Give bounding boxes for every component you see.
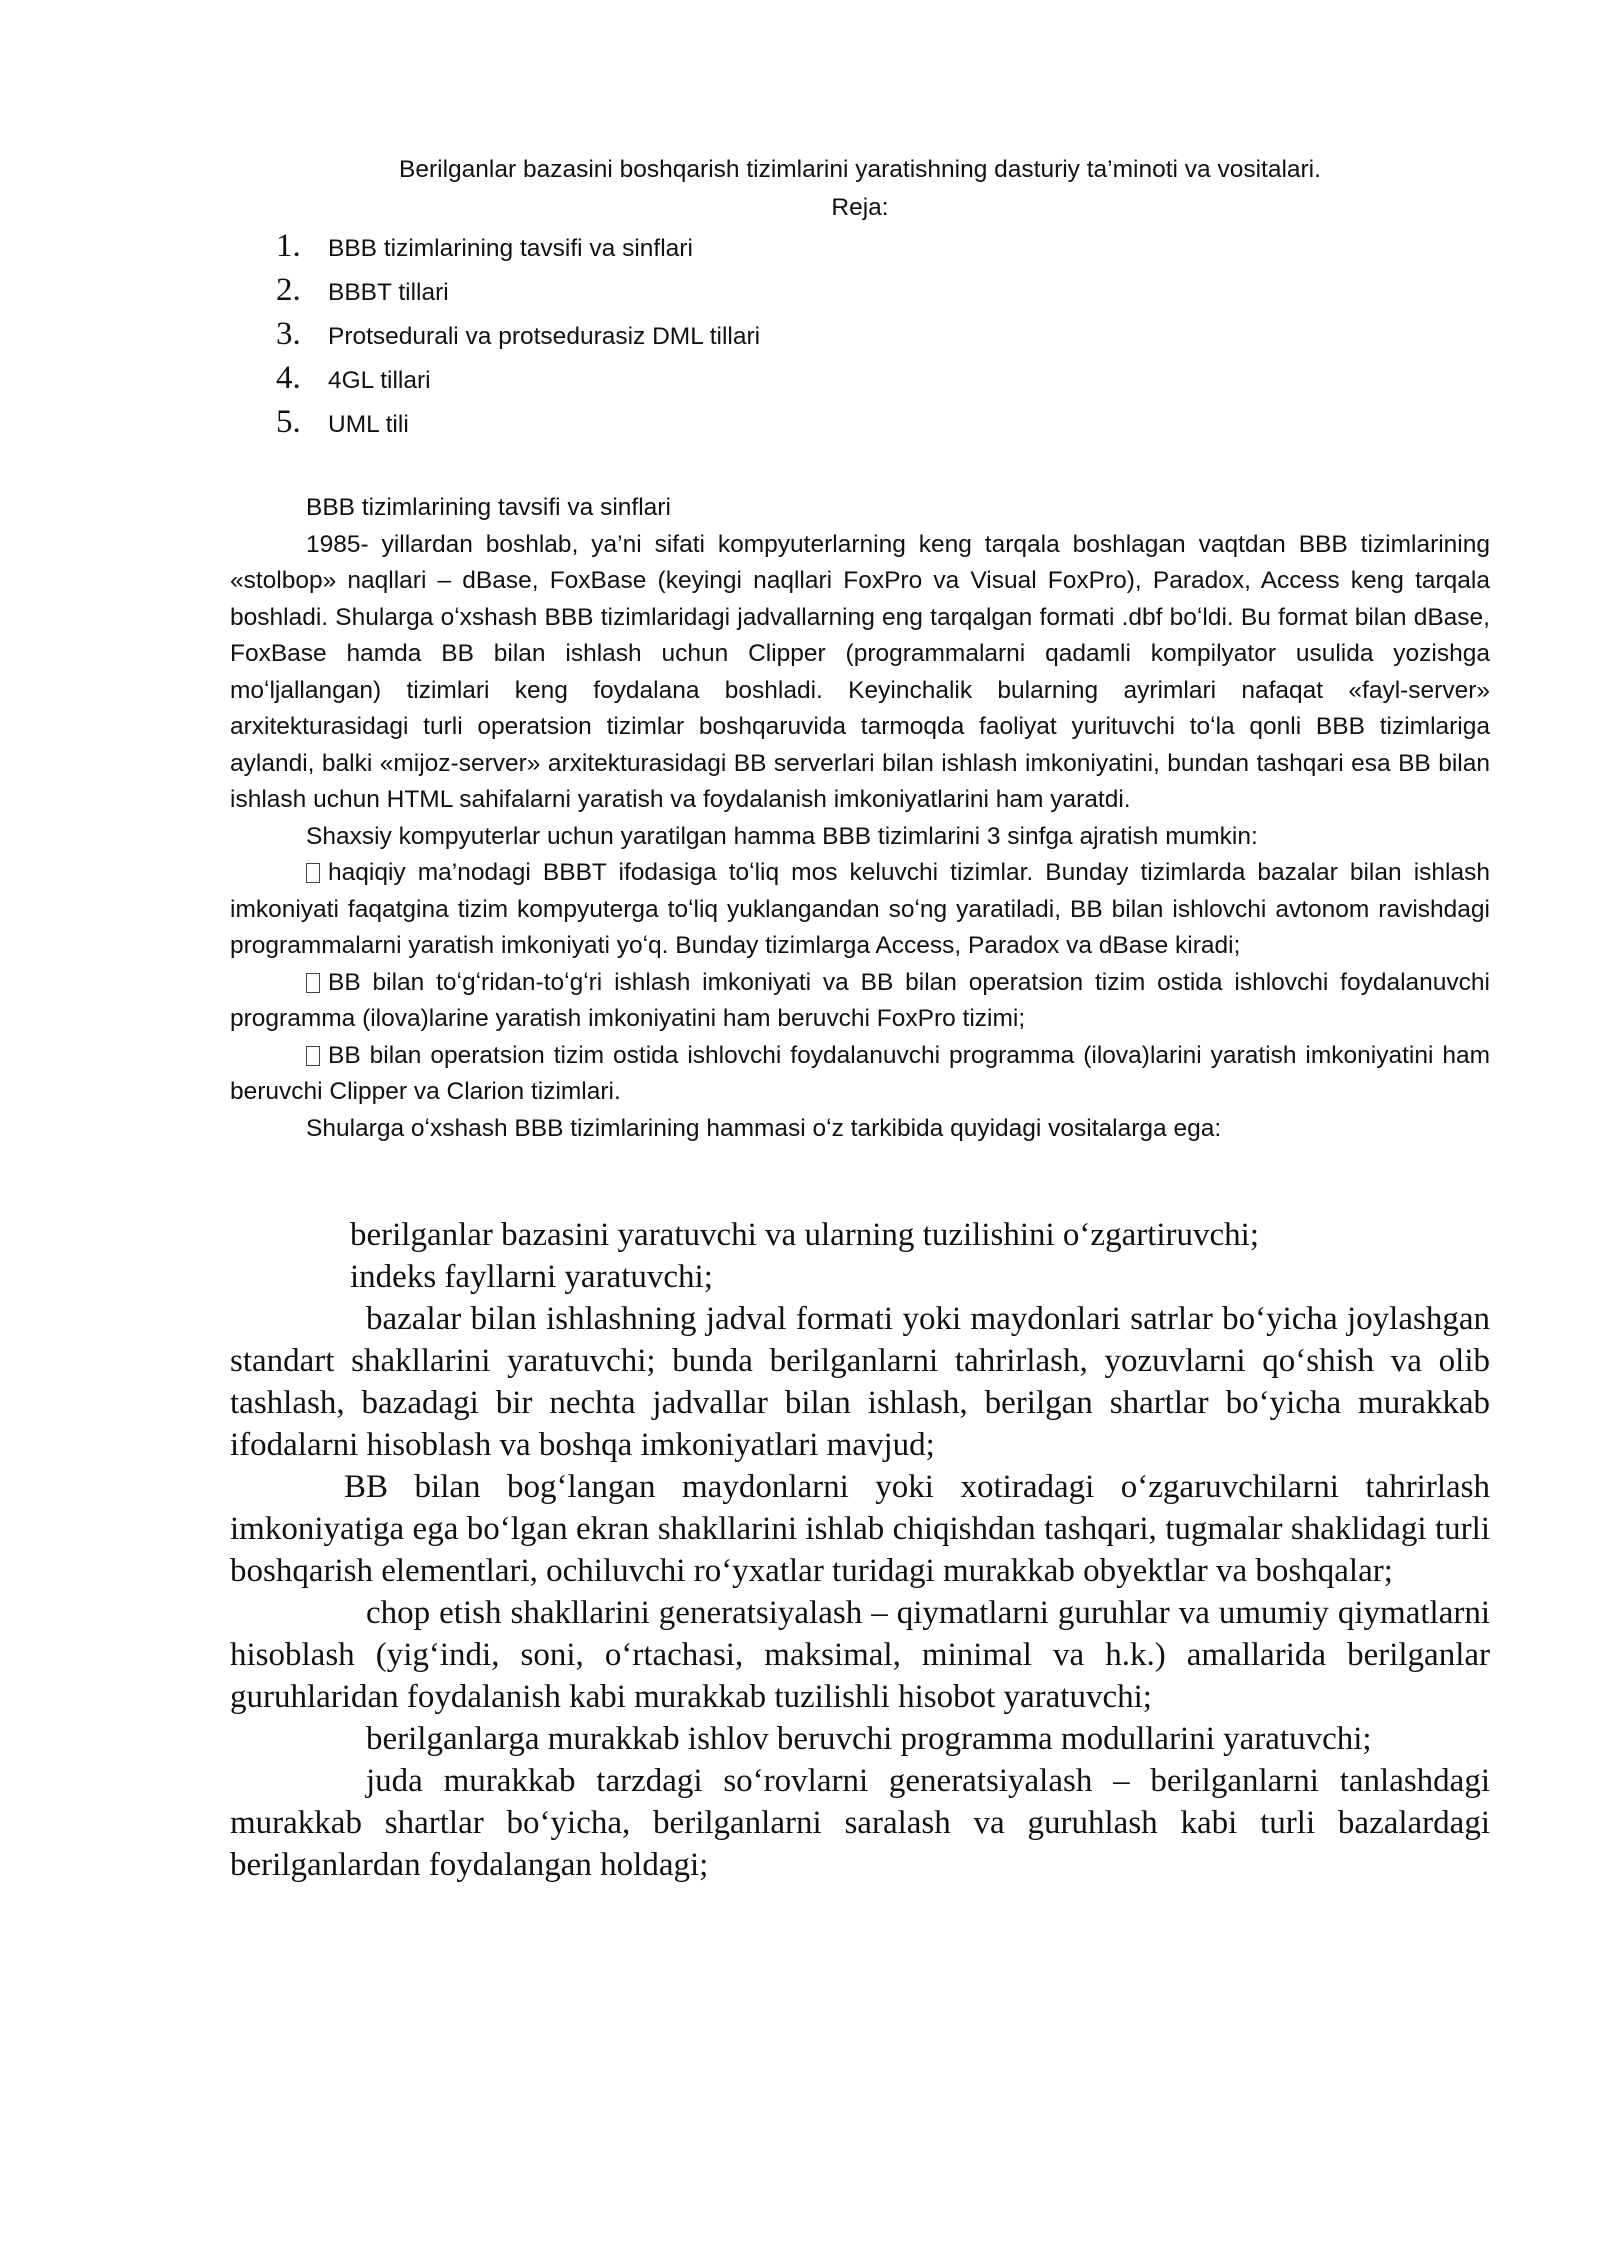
- tool-item: BB bilan bogʻlangan maydonlarni yoki xotiradagi oʻzgaruvchilarni tahrirlash imkoniyatiga ega boʻlgan ekran shakllarini ishlab chiqishdan tashqari, tugmalar shaklidagi turli boshqarish elementlari, ochiluvchi roʻyxatlar turidagi murakkab obyektlar va boshqalar;: [230, 1469, 1490, 1589]
- tools-list: [230, 1214, 1490, 1886]
- list-number: 3.: [276, 316, 301, 352]
- bullet-paragraph: [230, 1038, 1490, 1111]
- plan-list-item: [276, 272, 760, 316]
- document-title: Berilganlar bazasini boshqarish tizimlarini yaratishning dasturiy ta’minoti va vositalari.: [399, 156, 1321, 183]
- missing-glyph-icon: [306, 973, 320, 993]
- tool-item: berilganlar bazasini yaratuvchi va ularning tuzilishini oʻzgartiruvchi;: [350, 1217, 1260, 1253]
- list-text: 4GL tillari: [328, 367, 431, 394]
- bullet-text: BB bilan toʻgʻridan-toʻgʻri ishlash imkoniyati va BB bilan operatsion tizim ostida ishlovchi foydalanuvchi programma (ilova)larine yaratish imkoniyatini ham beruvchi FoxPro tizimi;: [230, 968, 1490, 1032]
- section-heading: BBB tizimlarining tavsifi va sinflari: [306, 494, 671, 521]
- tools-intro: Shularga oʻxshash BBB tizimlarining hammasi oʻz tarkibida quyidagi vositalarga ega:: [306, 1114, 1222, 1142]
- list-number: 5.: [276, 404, 301, 440]
- list-text: BBBT tillari: [328, 279, 449, 306]
- plan-list-item: [276, 316, 760, 360]
- tool-item: juda murakkab tarzdagi soʻrovlarni generatsiyalash – berilganlarni tanlashdagi murakkab shartlar boʻyicha, berilganlarni saralash va guruhlash kabi turli bazalardagi berilganlardan foydalangan holdagi;: [230, 1763, 1490, 1883]
- tool-item: bazalar bilan ishlashning jadval formati yoki maydonlari satrlar boʻyicha joylashgan standart shakllarini yaratuvchi; bunda berilganlarni tahrirlash, yozuvlarni qoʻshish va olib tashlash, bazadagi bir nechta jadvallar bilan ishlash, berilgan shartlar boʻyicha murakkab ifodalarni hisoblash va boshqa imkoniyatlari mavjud;: [230, 1301, 1490, 1463]
- missing-glyph-icon: [306, 1046, 320, 1066]
- bullet-text: BB bilan operatsion tizim ostida ishlovchi foydalanuvchi programma (ilova)larini yaratish imkoniyatini ham beruvchi Clipper va Clarion tizimlari.: [230, 1041, 1490, 1105]
- list-number: 2.: [276, 272, 301, 308]
- plan-heading: Reja:: [831, 194, 889, 221]
- plan-list-item: [276, 360, 760, 404]
- tool-item: indeks fayllarni yaratuvchi;: [350, 1259, 713, 1295]
- list-number: 1.: [276, 228, 301, 264]
- body-paragraph: Shaxsiy kompyuterlar uchun yaratilgan hamma BBB tizimlarini 3 sinfga ajratish mumkin:: [306, 822, 1258, 850]
- missing-glyph-icon: [306, 863, 320, 883]
- plan-list: [276, 228, 760, 448]
- bullet-paragraph: [230, 965, 1490, 1038]
- plan-list-item: [276, 404, 760, 448]
- tool-item: berilganlarga murakkab ishlov beruvchi programma modullarini yaratuvchi;: [366, 1721, 1372, 1757]
- list-text: BBB tizimlarining tavsifi va sinflari: [328, 235, 693, 262]
- plan-list-item: [276, 228, 760, 272]
- list-number: 4.: [276, 360, 301, 396]
- list-text: UML tili: [328, 411, 409, 438]
- tool-item: chop etish shakllarini generatsiyalash – qiymatlarni guruhlar va umumiy qiymatlarni hisoblash (yigʻindi, soni, oʻrtachasi, maksimal, minimal va h.k.) amallarida berilganlar guruhlaridan foydalanish kabi murakkab tuzilishli hisobot yaratuvchi;: [230, 1595, 1490, 1715]
- list-text: Protsedurali va protsedurasiz DML tillari: [328, 323, 761, 350]
- section-body: [230, 490, 1490, 1147]
- bullet-paragraph: [230, 855, 1490, 965]
- body-paragraph: 1985- yillardan boshlab, ya’ni sifati kompyuterlarning keng tarqala boshlagan vaqtdan BBB tizimlarining «stolbop» naqllari – dBase, FoxBase (keyingi naqllari FoxPro va Visual FoxPro), Paradox, Access keng tarqala boshladi. Shularga oʻxshash BBB tizimlaridagi jadvallarning eng tarqalgan formati .dbf boʻldi. Bu format bilan dBase, FoxBase hamda BB bilan ishlash uchun Clipper (programmalarni qadamli kompilyator usulida yozishga moʻljallangan) tizimlari keng foydalana boshladi. Keyinchalik bularning ayrimlari nafaqat «fayl-server» arxitekturasidagi turli operatsion tizimlar boshqaruvida tarmoqda faoliyat yurituvchi toʻla qonli BBB tizimlariga aylandi, balki «mijoz-server» arxitekturasidagi BB serverlari bilan ishlash imkoniyatini, bundan tashqari esa BB bilan ishlash uchun HTML sahifalarni yaratish va foydalanish imkoniyatlarini ham yaratdi.: [230, 530, 1490, 813]
- bullet-text: haqiqiy ma’nodagi BBBT ifodasiga toʻliq mos keluvchi tizimlar. Bunday tizimlarda bazalar bilan ishlash imkoniyati faqatgina tizim kompyuterga toʻliq yuklangandan soʻng yaratiladi, BB bilan ishlovchi avtonom ravishdagi programmalarni yaratish imkoniyati yoʻq. Bunday tizimlarga Access, Paradox va dBase kiradi;: [230, 859, 1490, 959]
